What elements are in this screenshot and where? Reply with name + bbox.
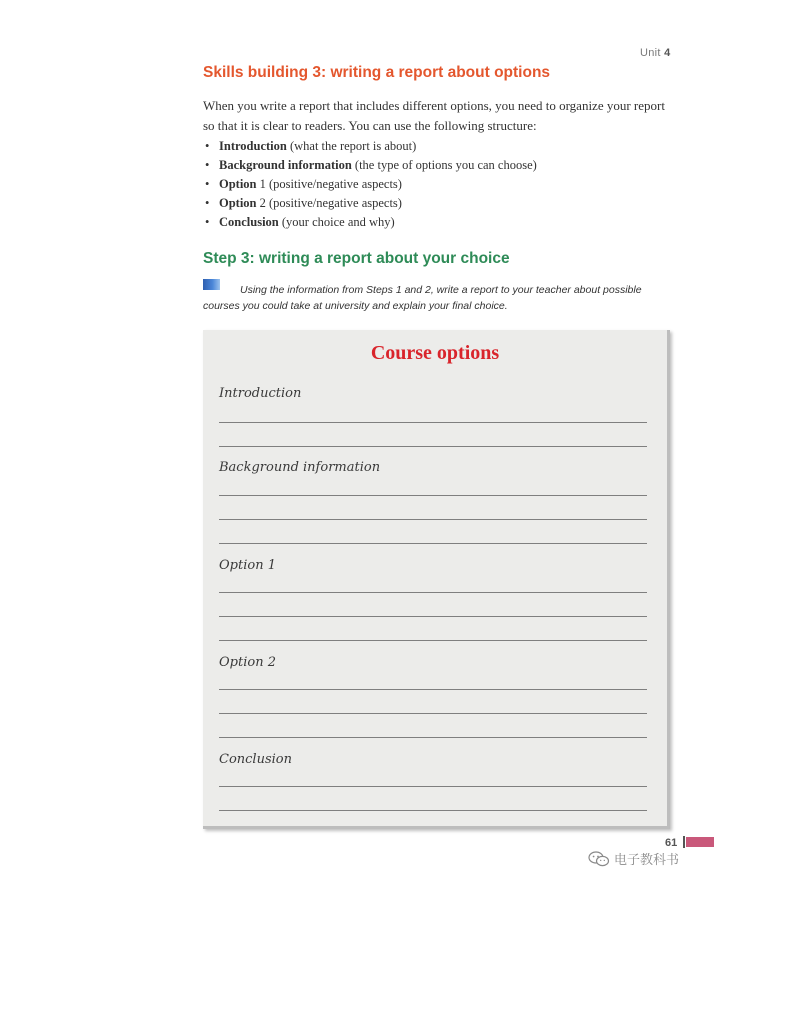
page-color-bar: [686, 837, 714, 847]
list-item-desc: (what the report is about): [286, 139, 417, 153]
writing-line[interactable]: [219, 543, 647, 544]
page-number: 61: [665, 837, 678, 849]
writing-line[interactable]: [219, 592, 647, 593]
writing-line[interactable]: [219, 422, 647, 423]
unit-word: Unit: [640, 47, 661, 59]
worksheet-title: Course options: [370, 342, 500, 364]
list-item: [203, 213, 673, 232]
list-item: [203, 175, 673, 194]
writing-line[interactable]: [219, 616, 647, 617]
list-item-desc: (your choice and why): [278, 215, 395, 229]
section-label-introduction: Introduction: [219, 386, 302, 401]
task-instruction: Using the information from Steps 1 and 2, write a report to your teacher about possible courses you could take at university and explain your final choice.: [203, 284, 642, 312]
writing-line[interactable]: [219, 810, 647, 811]
writing-line[interactable]: [219, 713, 647, 714]
list-item: [203, 194, 673, 213]
section-label-option-2: Option 2: [219, 655, 276, 670]
writing-line[interactable]: [219, 446, 647, 447]
section-label-conclusion: Conclusion: [219, 752, 292, 767]
writing-line[interactable]: [219, 519, 647, 520]
watermark: [588, 849, 679, 868]
step-heading: Step 3: writing a report about your choice: [203, 250, 510, 267]
list-item: [203, 137, 673, 156]
page-divider: [683, 836, 685, 848]
list-item-term: Background information: [219, 158, 352, 172]
unit-label: [640, 47, 671, 59]
wechat-icon: [588, 851, 610, 867]
course-options-worksheet: [203, 330, 670, 829]
section-label-option-1: Option 1: [219, 558, 276, 573]
list-item-desc: 2 (positive/negative aspects): [256, 196, 402, 210]
list-item-term: Introduction: [219, 139, 287, 153]
list-item-desc: 1 (positive/negative aspects): [256, 177, 402, 191]
writing-line[interactable]: [219, 737, 647, 738]
list-item-desc: (the type of options you can choose): [351, 158, 537, 172]
structure-list: [203, 137, 673, 232]
list-item-term: Conclusion: [219, 215, 279, 229]
writing-line[interactable]: [219, 689, 647, 690]
writing-line[interactable]: [219, 495, 647, 496]
writing-line[interactable]: [219, 786, 647, 787]
skills-heading: Skills building 3: writing a report about options: [203, 64, 551, 81]
list-item-term: Option: [219, 196, 257, 210]
list-item-term: Option: [219, 177, 257, 191]
watermark-text: 电子教科书: [614, 853, 680, 868]
list-item: [203, 156, 673, 175]
section-label-background: Background information: [219, 460, 381, 475]
unit-number: 4: [664, 47, 671, 59]
intro-paragraph: When you write a report that includes different options, you need to organize your report so that it is clear to readers. You can use the following structure:: [203, 98, 665, 133]
writing-line[interactable]: [219, 640, 647, 641]
